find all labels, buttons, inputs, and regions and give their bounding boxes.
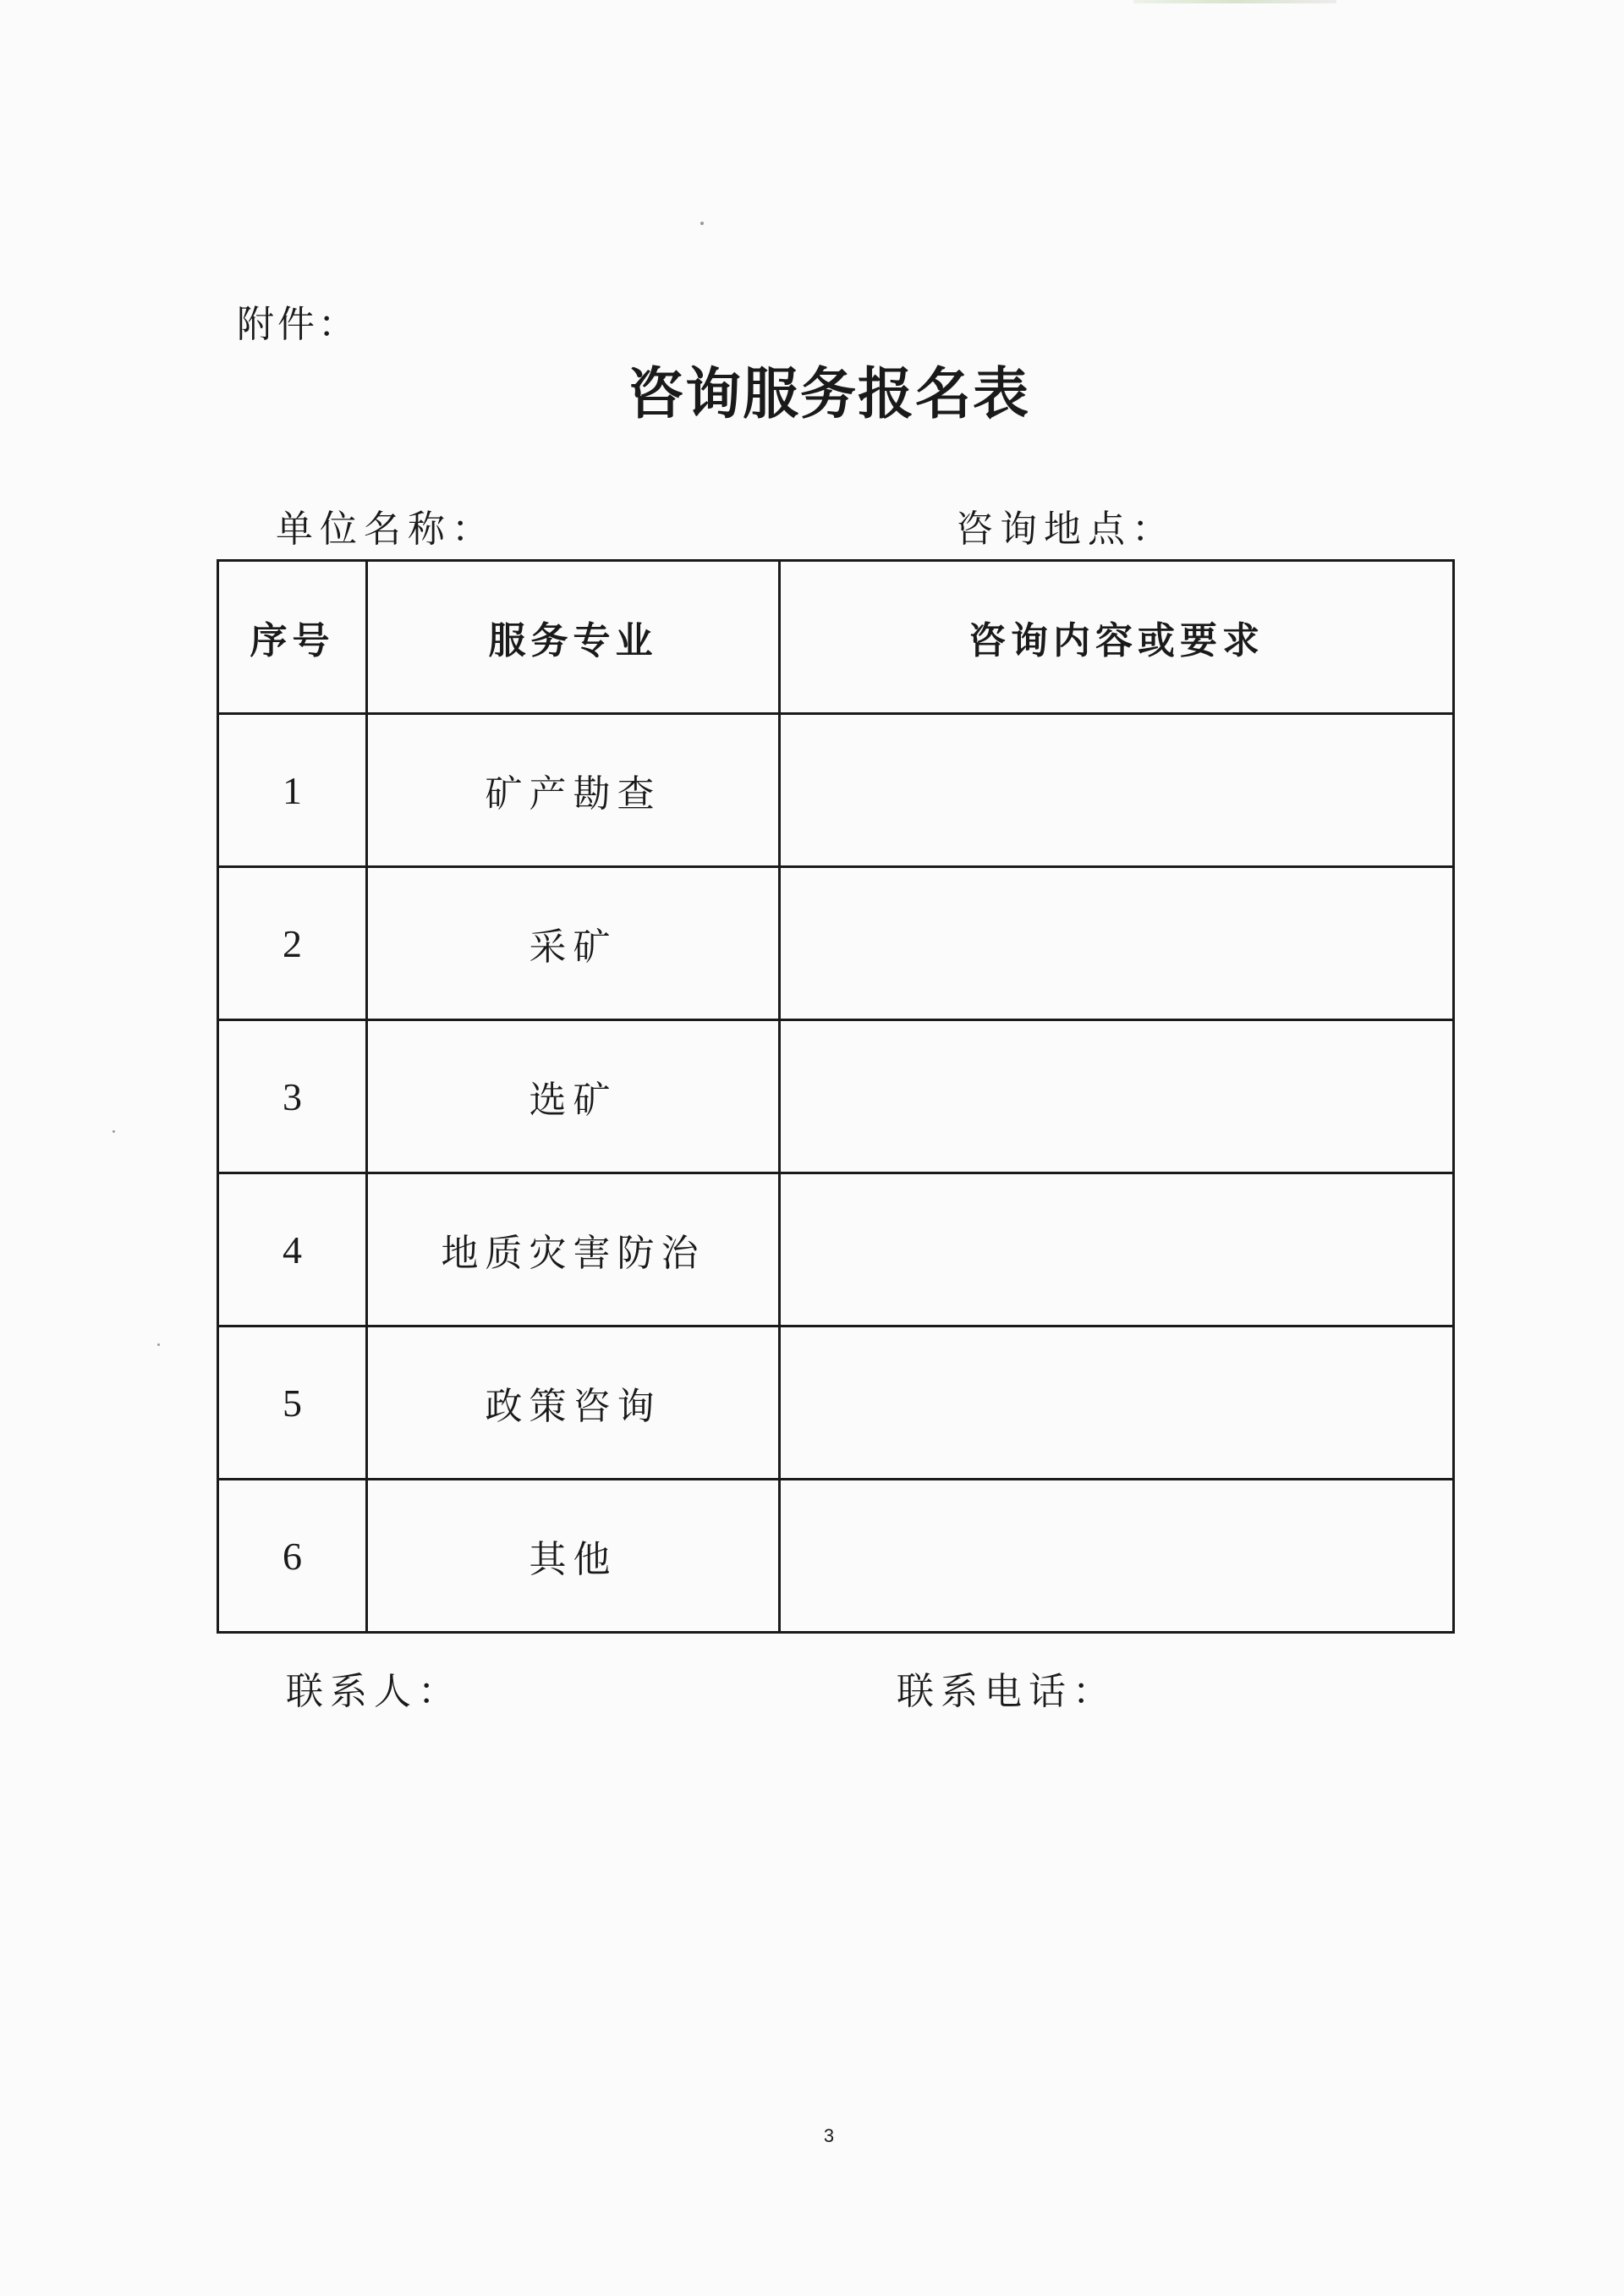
row-index: 3 [218, 1020, 367, 1173]
row-specialty: 采矿 [367, 867, 780, 1020]
header-specialty: 服务专业 [367, 561, 780, 714]
document-title: 咨询服务报名表 [628, 360, 1030, 426]
row-index: 2 [218, 867, 367, 1020]
table-row [218, 1480, 1454, 1633]
row-content-cell[interactable] [780, 714, 1454, 867]
header-content: 咨询内容或要求 [780, 561, 1454, 714]
contact-phone-field[interactable]: 联系电话： [897, 1670, 1116, 1713]
header-index: 序号 [218, 561, 367, 714]
scan-speck [700, 222, 704, 225]
row-content-cell[interactable] [780, 1480, 1454, 1633]
row-index: 4 [218, 1173, 367, 1327]
row-specialty: 选矿 [367, 1020, 780, 1173]
scan-speck [112, 1130, 115, 1133]
row-specialty: 其他 [367, 1480, 780, 1633]
row-index: 5 [218, 1327, 367, 1480]
attachment-label: 附件： [237, 303, 359, 346]
table-row [218, 1327, 1454, 1480]
consult-location-field[interactable]: 咨询地点： [956, 508, 1176, 551]
row-specialty: 政策咨询 [367, 1327, 780, 1480]
row-index: 6 [218, 1480, 367, 1633]
row-index: 1 [218, 714, 367, 867]
row-content-cell[interactable] [780, 1020, 1454, 1173]
row-specialty: 地质灾害防治 [367, 1173, 780, 1327]
table-header-row [218, 561, 1454, 714]
scan-artifact [1133, 0, 1336, 3]
table-row [218, 714, 1454, 867]
table-row [218, 867, 1454, 1020]
page-number: 3 [823, 2125, 835, 2146]
scan-speck [157, 1343, 160, 1346]
registration-table [217, 559, 1455, 1634]
unit-name-field[interactable]: 单位名称： [276, 508, 496, 551]
row-content-cell[interactable] [780, 1327, 1454, 1480]
table-row [218, 1173, 1454, 1327]
row-specialty: 矿产勘查 [367, 714, 780, 867]
row-content-cell[interactable] [780, 1173, 1454, 1327]
contact-person-field[interactable]: 联系人： [286, 1670, 462, 1713]
table-row [218, 1020, 1454, 1173]
row-content-cell[interactable] [780, 867, 1454, 1020]
